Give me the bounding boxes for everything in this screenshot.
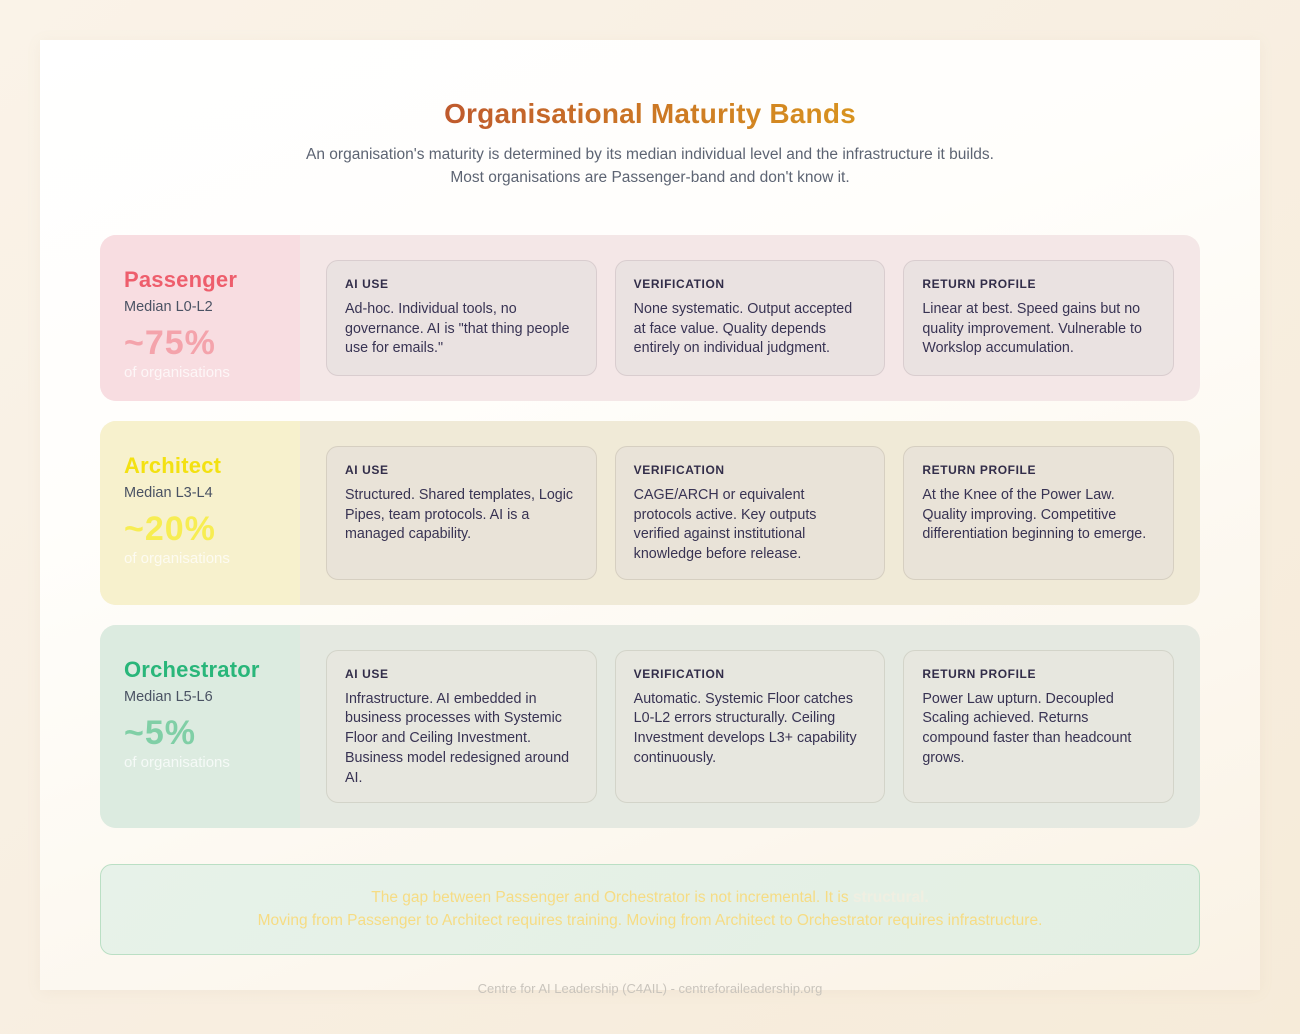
card-body: Power Law upturn. Decoupled Scaling achieved. Returns compound faster than headcount grows. [922,690,1132,766]
band-share-caption: of organisations [124,363,230,381]
band-architect-label [100,421,300,605]
card-ai-use [326,446,597,580]
card-ai-use [326,650,597,804]
card-verification [615,260,886,376]
card-body: Linear at best. Speed gains but no quality improvement. Vulnerable to Workslop accumulation. [922,300,1142,357]
band-cards [300,625,1200,829]
card-return-profile [903,446,1174,580]
card-body: Structured. Shared templates, Logic Pipes, team protocols. AI is a managed capability. [345,486,574,543]
card-body: Infrastructure. AI embedded in business processes with Systemic Floor and Ceiling Investment. Business model redesigned around AI. [345,690,570,786]
card-verification [615,446,886,580]
card-body: Ad-hoc. Individual tools, no governance. AI is "that thing people use for emails." [345,300,570,357]
band-architect [100,421,1200,605]
card-body: Automatic. Systemic Floor catches L0-L2 errors structurally. Ceiling Investment develops L3+ capability continuously. [633,690,857,766]
card-heading: VERIFICATION [633,666,725,681]
gap-note-line1 [121,887,1179,909]
band-passenger [100,235,1200,401]
band-name: Orchestrator [124,656,260,682]
card-body: None systematic. Output accepted at face value. Quality depends entirely on individual judgment. [633,300,853,357]
band-name: Passenger [124,266,238,292]
gap-note-line1-text: The gap between Passenger and Orchestrator is not incremental. It is [371,889,853,907]
card-verification [615,650,886,804]
band-median: Median L0-L2 [124,298,213,315]
page-title: Organisational Maturity Bands [444,98,856,129]
card-return-profile [903,260,1174,376]
main-panel [40,40,1260,997]
card-heading: AI USE [345,276,389,291]
card-heading: VERIFICATION [633,276,725,291]
card-heading: VERIFICATION [633,462,725,477]
gap-note [100,864,1200,955]
maturity-bands [40,190,1260,828]
page-subtitle: An organisation's maturity is determined by its median individual level and the infrastructure it builds. Most organisations are Passenger-band and don't know it. [306,146,994,186]
band-orchestrator-label [100,625,300,829]
band-passenger-label [100,235,300,401]
band-median: Median L5-L6 [124,688,213,705]
gap-note-line2: Moving from Passenger to Architect requires training. Moving from Architect to Orchestrator requires infrastructure. [257,911,1043,929]
band-orchestrator [100,625,1200,829]
band-share-percentage: ~20% [124,509,216,548]
band-share-percentage: ~75% [124,323,216,362]
card-heading: AI USE [345,666,389,681]
band-share-caption: of organisations [124,549,230,567]
gap-note-highlight: structural. [852,889,929,907]
card-heading: RETURN PROFILE [922,666,1037,681]
card-heading: RETURN PROFILE [922,276,1037,291]
band-share-caption: of organisations [124,753,230,771]
band-cards [300,235,1200,401]
footer-credit: Centre for AI Leadership (C4AIL) - centreforaileadership.org [477,981,823,997]
band-share-percentage: ~5% [124,713,196,752]
band-cards [300,421,1200,605]
band-median: Median L3-L4 [124,484,213,501]
card-ai-use [326,260,597,376]
header [40,40,1260,190]
band-name: Architect [124,452,222,478]
card-body: At the Knee of the Power Law. Quality improving. Competitive differentiation beginning to emerge. [922,486,1147,543]
card-heading: AI USE [345,462,389,477]
card-return-profile [903,650,1174,804]
card-heading: RETURN PROFILE [922,462,1037,477]
card-body: CAGE/ARCH or equivalent protocols active. Key outputs verified against institutional knowledge before release. [633,486,817,563]
